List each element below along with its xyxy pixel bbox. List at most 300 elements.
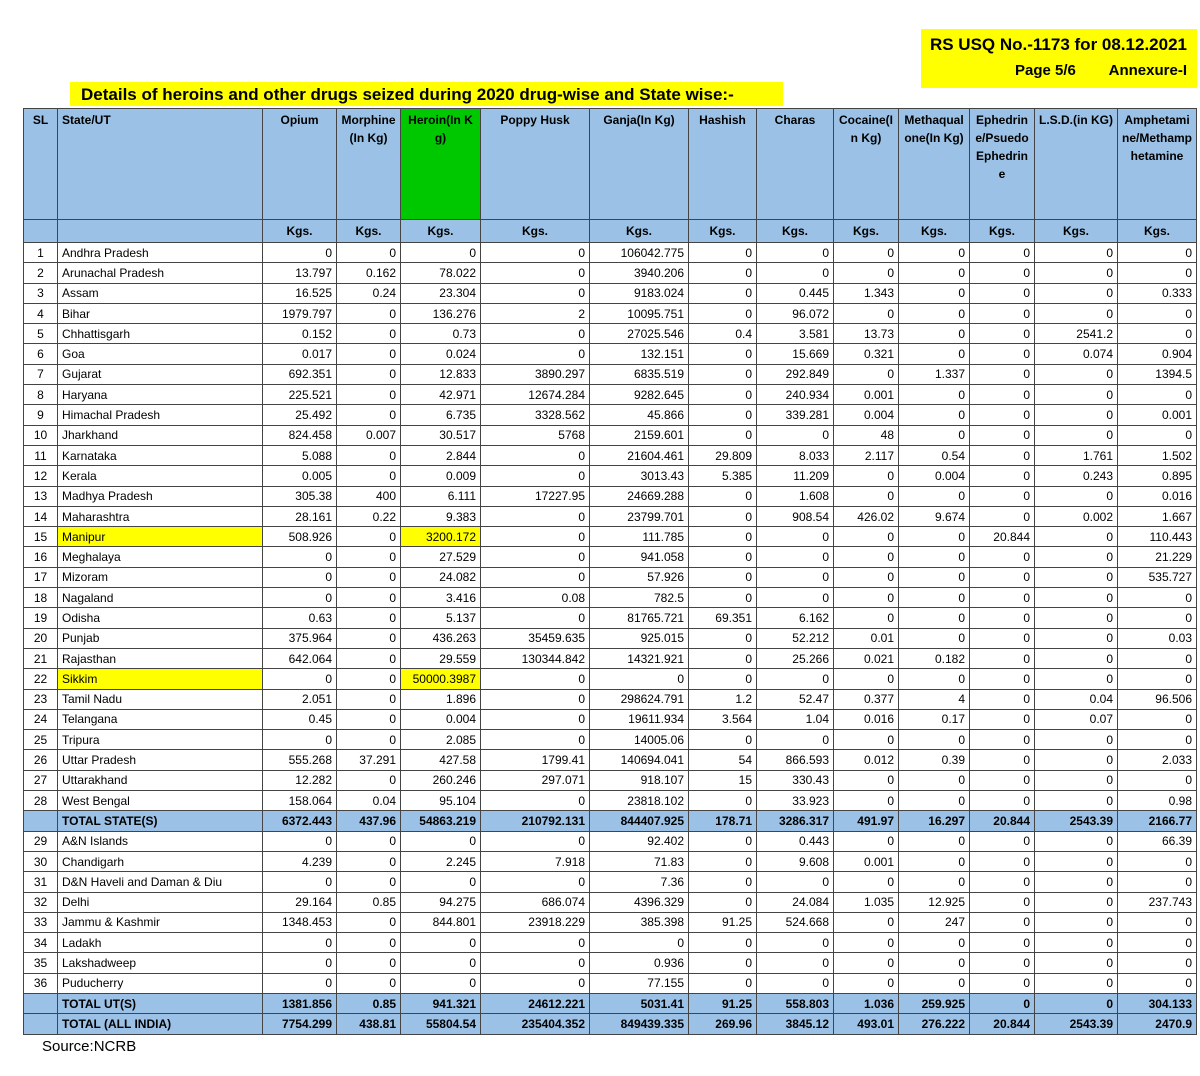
value-cell: 0 [481, 243, 590, 263]
value-cell: 1.896 [401, 689, 481, 709]
value-cell: 0 [1035, 628, 1118, 648]
value-cell: 0 [757, 669, 834, 689]
table-row [24, 730, 1197, 750]
state-name-cell: Rajasthan [58, 648, 263, 668]
value-cell: 25.492 [263, 405, 337, 425]
value-cell: 0 [970, 770, 1035, 790]
value-cell: 6.735 [401, 405, 481, 425]
value-cell: 0 [899, 486, 970, 506]
column-header: Poppy Husk [481, 109, 590, 220]
value-cell: 0 [689, 405, 757, 425]
value-cell: 0 [481, 791, 590, 811]
value-cell: 52.47 [757, 689, 834, 709]
value-cell: 330.43 [757, 770, 834, 790]
value-cell: 158.064 [263, 791, 337, 811]
value-cell: 5.137 [401, 608, 481, 628]
value-cell: 0 [1035, 608, 1118, 628]
value-cell: 0 [337, 872, 401, 892]
value-cell: 0 [970, 364, 1035, 384]
value-cell: 0.895 [1118, 466, 1197, 486]
value-cell: 0 [337, 689, 401, 709]
value-cell: 0 [481, 831, 590, 851]
value-cell: 0 [834, 303, 899, 323]
value-cell: 0.004 [834, 405, 899, 425]
value-cell: 3940.206 [590, 263, 689, 283]
value-cell: 0.004 [401, 709, 481, 729]
value-cell: 508.926 [263, 527, 337, 547]
state-name-cell: Chandigarh [58, 851, 263, 871]
value-cell: 0 [970, 933, 1035, 953]
table-row [24, 628, 1197, 648]
value-cell: 0 [481, 547, 590, 567]
value-cell: 0 [757, 547, 834, 567]
serial-cell: 7 [24, 364, 58, 384]
value-cell: 0 [689, 648, 757, 668]
table-row [24, 608, 1197, 628]
value-cell: 0 [263, 567, 337, 587]
value-cell: 686.074 [481, 892, 590, 912]
value-cell: 1799.41 [481, 750, 590, 770]
value-cell: 12674.284 [481, 385, 590, 405]
table-row [24, 567, 1197, 587]
value-cell: 0 [970, 486, 1035, 506]
value-cell: 21.229 [1118, 547, 1197, 567]
value-cell: 0 [757, 567, 834, 587]
value-cell: 0 [834, 486, 899, 506]
value-cell: 0 [337, 547, 401, 567]
value-cell: 0 [1035, 892, 1118, 912]
value-cell: 0 [757, 527, 834, 547]
value-cell: 0 [834, 791, 899, 811]
value-cell: 0 [263, 588, 337, 608]
value-cell: 0 [1035, 364, 1118, 384]
table-row [24, 709, 1197, 729]
serial-cell: 26 [24, 750, 58, 770]
value-cell: 0 [263, 243, 337, 263]
value-cell: 0.08 [481, 588, 590, 608]
value-cell: 0.45 [263, 709, 337, 729]
serial-cell: 31 [24, 872, 58, 892]
value-cell: 45.866 [590, 405, 689, 425]
serial-cell: 29 [24, 831, 58, 851]
value-cell: 437.96 [337, 811, 401, 831]
page-number: Page 5/6 [1014, 62, 1076, 79]
value-cell: 0 [689, 831, 757, 851]
value-cell: 426.02 [834, 506, 899, 526]
value-cell: 0.54 [899, 445, 970, 465]
value-cell: 0 [1035, 303, 1118, 323]
annexure-label: Annexure-I [1108, 62, 1187, 79]
value-cell: 0 [1035, 385, 1118, 405]
state-name-cell: TOTAL (ALL INDIA) [58, 1014, 263, 1034]
value-cell: 13.797 [263, 263, 337, 283]
column-header: Ephedrine/Psuedo Ephedrine [970, 109, 1035, 220]
value-cell: 15.669 [757, 344, 834, 364]
state-name-cell: Chhattisgarh [58, 324, 263, 344]
value-cell: 57.926 [590, 567, 689, 587]
state-name-cell: TOTAL STATE(S) [58, 811, 263, 831]
value-cell: 0.016 [1118, 486, 1197, 506]
unit-cell: Kgs. [1035, 220, 1118, 243]
serial-cell: 13 [24, 486, 58, 506]
table-row [24, 831, 1197, 851]
reference-box [921, 29, 1197, 88]
table-row [24, 953, 1197, 973]
column-header: Charas [757, 109, 834, 220]
state-name-cell: West Bengal [58, 791, 263, 811]
value-cell: 0 [1118, 385, 1197, 405]
value-cell: 0.017 [263, 344, 337, 364]
value-cell: 0 [1035, 993, 1118, 1013]
value-cell: 0 [834, 567, 899, 587]
value-cell: 2166.77 [1118, 811, 1197, 831]
table-row [24, 770, 1197, 790]
table-row [24, 750, 1197, 770]
value-cell: 0 [263, 973, 337, 993]
value-cell: 0 [689, 283, 757, 303]
value-cell: 20.844 [970, 1014, 1035, 1034]
value-cell: 2.085 [401, 730, 481, 750]
serial-cell: 9 [24, 405, 58, 425]
value-cell: 427.58 [401, 750, 481, 770]
value-cell: 0.01 [834, 628, 899, 648]
value-cell: 2.051 [263, 689, 337, 709]
value-cell: 0 [834, 243, 899, 263]
value-cell: 30.517 [401, 425, 481, 445]
value-cell: 6835.519 [590, 364, 689, 384]
value-cell: 0 [1035, 283, 1118, 303]
serial-cell: 17 [24, 567, 58, 587]
value-cell: 0 [1118, 973, 1197, 993]
value-cell: 0 [1118, 770, 1197, 790]
table-row [24, 872, 1197, 892]
value-cell: 7.918 [481, 851, 590, 871]
value-cell: 0 [1035, 770, 1118, 790]
value-cell: 0 [970, 588, 1035, 608]
serial-cell: 30 [24, 851, 58, 871]
value-cell: 0 [834, 466, 899, 486]
value-cell: 1.337 [899, 364, 970, 384]
serial-cell: 24 [24, 709, 58, 729]
value-cell: 17227.95 [481, 486, 590, 506]
state-name-cell: Odisha [58, 608, 263, 628]
value-cell: 0 [1118, 243, 1197, 263]
value-cell: 0 [689, 588, 757, 608]
table-row [24, 344, 1197, 364]
value-cell: 0 [970, 466, 1035, 486]
value-cell: 0 [263, 831, 337, 851]
state-name-cell: Telangana [58, 709, 263, 729]
value-cell: 0 [834, 912, 899, 932]
value-cell: 71.83 [590, 851, 689, 871]
value-cell: 844.801 [401, 912, 481, 932]
value-cell: 78.022 [401, 263, 481, 283]
value-cell: 0 [1035, 730, 1118, 750]
value-cell: 0.016 [834, 709, 899, 729]
value-cell: 0 [481, 324, 590, 344]
table-row [24, 547, 1197, 567]
value-cell: 3286.317 [757, 811, 834, 831]
table-row [24, 669, 1197, 689]
column-header: SL [24, 109, 58, 220]
value-cell: 524.668 [757, 912, 834, 932]
value-cell: 0 [263, 872, 337, 892]
value-cell: 2.117 [834, 445, 899, 465]
value-cell: 0 [1118, 872, 1197, 892]
state-name-cell: Ladakh [58, 933, 263, 953]
value-cell: 0 [970, 973, 1035, 993]
value-cell: 925.015 [590, 628, 689, 648]
serial-cell: 25 [24, 730, 58, 750]
value-cell: 0 [337, 933, 401, 953]
value-cell: 6.111 [401, 486, 481, 506]
value-cell: 14005.06 [590, 730, 689, 750]
value-cell: 385.398 [590, 912, 689, 932]
table-row [24, 303, 1197, 323]
serial-cell: 6 [24, 344, 58, 364]
value-cell: 33.923 [757, 791, 834, 811]
value-cell: 0 [834, 547, 899, 567]
serial-cell: 28 [24, 791, 58, 811]
state-name-cell: Lakshadweep [58, 953, 263, 973]
value-cell: 0 [337, 851, 401, 871]
column-header: L.S.D.(in KG) [1035, 109, 1118, 220]
value-cell: 292.849 [757, 364, 834, 384]
value-cell: 0 [1035, 425, 1118, 445]
value-cell: 0.39 [899, 750, 970, 770]
value-cell: 0 [337, 567, 401, 587]
state-name-cell: Arunachal Pradesh [58, 263, 263, 283]
value-cell: 0 [970, 324, 1035, 344]
value-cell: 0 [1035, 933, 1118, 953]
table-row [24, 486, 1197, 506]
column-header: Hashish [689, 109, 757, 220]
value-cell: 0.002 [1035, 506, 1118, 526]
value-cell: 535.727 [1118, 567, 1197, 587]
state-name-cell: Maharashtra [58, 506, 263, 526]
state-name-cell: Assam [58, 283, 263, 303]
value-cell: 0 [689, 567, 757, 587]
value-cell: 0 [337, 527, 401, 547]
value-cell: 130344.842 [481, 648, 590, 668]
value-cell: 0 [689, 344, 757, 364]
value-cell: 54863.219 [401, 811, 481, 831]
table-row [24, 283, 1197, 303]
value-cell: 0.73 [401, 324, 481, 344]
value-cell: 0 [263, 953, 337, 973]
value-cell: 0 [1118, 851, 1197, 871]
value-cell: 0.85 [337, 993, 401, 1013]
value-cell: 0.63 [263, 608, 337, 628]
serial-cell: 8 [24, 385, 58, 405]
value-cell: 0 [263, 669, 337, 689]
value-cell: 24612.221 [481, 993, 590, 1013]
value-cell: 0 [337, 344, 401, 364]
value-cell: 35459.635 [481, 628, 590, 648]
value-cell: 0 [689, 547, 757, 567]
value-cell: 0 [481, 973, 590, 993]
value-cell: 178.71 [689, 811, 757, 831]
state-name-cell: Mizoram [58, 567, 263, 587]
value-cell: 48 [834, 425, 899, 445]
value-cell: 0 [1118, 588, 1197, 608]
value-cell: 558.803 [757, 993, 834, 1013]
value-cell: 0 [899, 669, 970, 689]
value-cell: 54 [689, 750, 757, 770]
value-cell: 0 [899, 608, 970, 628]
value-cell: 24.082 [401, 567, 481, 587]
value-cell: 0 [899, 872, 970, 892]
value-cell: 111.785 [590, 527, 689, 547]
serial-cell: 21 [24, 648, 58, 668]
unit-cell: Kgs. [834, 220, 899, 243]
value-cell: 0 [834, 933, 899, 953]
value-cell: 0 [970, 283, 1035, 303]
value-cell: 0 [899, 851, 970, 871]
serial-cell: 5 [24, 324, 58, 344]
value-cell: 260.246 [401, 770, 481, 790]
column-header: Opium [263, 109, 337, 220]
value-cell: 0 [337, 364, 401, 384]
table-row [24, 648, 1197, 668]
value-cell: 0 [689, 486, 757, 506]
value-cell: 2.245 [401, 851, 481, 871]
value-cell: 0.152 [263, 324, 337, 344]
value-cell: 0 [337, 912, 401, 932]
value-cell: 5031.41 [590, 993, 689, 1013]
value-cell: 0 [401, 933, 481, 953]
value-cell: 1.343 [834, 283, 899, 303]
value-cell: 0 [757, 872, 834, 892]
table-row [24, 851, 1197, 871]
unit-cell: Kgs. [757, 220, 834, 243]
value-cell: 0 [899, 547, 970, 567]
state-name-cell: TOTAL UT(S) [58, 993, 263, 1013]
value-cell: 1.608 [757, 486, 834, 506]
state-name-cell: Tamil Nadu [58, 689, 263, 709]
value-cell: 0 [481, 730, 590, 750]
value-cell: 0 [337, 466, 401, 486]
serial-cell: 4 [24, 303, 58, 323]
value-cell: 0 [834, 608, 899, 628]
state-name-cell: Meghalaya [58, 547, 263, 567]
value-cell: 0 [481, 689, 590, 709]
value-cell: 1348.453 [263, 912, 337, 932]
value-cell: 0 [481, 669, 590, 689]
serial-cell: 32 [24, 892, 58, 912]
value-cell: 27.529 [401, 547, 481, 567]
title-banner [70, 82, 783, 106]
value-cell: 91.25 [689, 993, 757, 1013]
value-cell: 0.24 [337, 283, 401, 303]
value-cell: 0 [970, 608, 1035, 628]
value-cell: 0 [970, 872, 1035, 892]
value-cell: 849439.335 [590, 1014, 689, 1034]
state-name-cell: Uttarakhand [58, 770, 263, 790]
value-cell: 0 [970, 791, 1035, 811]
total-row [24, 811, 1197, 831]
value-cell: 140694.041 [590, 750, 689, 770]
value-cell: 2.033 [1118, 750, 1197, 770]
value-cell: 8.033 [757, 445, 834, 465]
value-cell: 0 [689, 243, 757, 263]
serial-cell: 18 [24, 588, 58, 608]
value-cell: 0 [899, 425, 970, 445]
value-cell: 24.084 [757, 892, 834, 912]
value-cell: 0 [1035, 588, 1118, 608]
value-cell: 132.151 [590, 344, 689, 364]
value-cell: 0 [899, 344, 970, 364]
value-cell: 13.73 [834, 324, 899, 344]
value-cell: 11.209 [757, 466, 834, 486]
value-cell: 375.964 [263, 628, 337, 648]
page-title: Details of heroins and other drugs seized during 2020 drug-wise and State wise:- [81, 85, 734, 104]
value-cell: 0 [689, 669, 757, 689]
value-cell: 0 [899, 973, 970, 993]
value-cell: 0 [970, 953, 1035, 973]
value-cell: 0.005 [263, 466, 337, 486]
value-cell: 866.593 [757, 750, 834, 770]
value-cell: 0 [481, 344, 590, 364]
value-cell: 29.164 [263, 892, 337, 912]
table-row [24, 527, 1197, 547]
value-cell: 1.035 [834, 892, 899, 912]
value-cell: 0 [481, 527, 590, 547]
value-cell: 0 [899, 385, 970, 405]
unit-cell: Kgs. [263, 220, 337, 243]
value-cell: 0 [757, 243, 834, 263]
value-cell: 0 [337, 648, 401, 668]
value-cell: 0 [970, 344, 1035, 364]
value-cell: 0 [757, 588, 834, 608]
value-cell: 2470.9 [1118, 1014, 1197, 1034]
serial-cell: 33 [24, 912, 58, 932]
value-cell: 2159.601 [590, 425, 689, 445]
value-cell: 0 [1118, 324, 1197, 344]
value-cell: 69.351 [689, 608, 757, 628]
state-name-cell: Puducherry [58, 973, 263, 993]
state-name-cell: Nagaland [58, 588, 263, 608]
value-cell: 42.971 [401, 385, 481, 405]
value-cell: 9.674 [899, 506, 970, 526]
value-cell: 5.385 [689, 466, 757, 486]
value-cell: 210792.131 [481, 811, 590, 831]
value-cell: 0.22 [337, 506, 401, 526]
table-row [24, 324, 1197, 344]
value-cell: 0 [834, 669, 899, 689]
state-name-cell: Jharkhand [58, 425, 263, 445]
value-cell: 0 [689, 872, 757, 892]
value-cell: 7.36 [590, 872, 689, 892]
value-cell: 0 [689, 425, 757, 445]
value-cell: 0 [970, 405, 1035, 425]
value-cell: 96.072 [757, 303, 834, 323]
column-header: Morphine (In Kg) [337, 109, 401, 220]
state-name-cell: Bihar [58, 303, 263, 323]
value-cell: 0 [1118, 263, 1197, 283]
value-cell: 106042.775 [590, 243, 689, 263]
value-cell: 0 [1035, 750, 1118, 770]
table-row [24, 445, 1197, 465]
value-cell: 0 [481, 709, 590, 729]
value-cell: 0 [1118, 608, 1197, 628]
value-cell: 0 [337, 628, 401, 648]
state-name-cell: A&N Islands [58, 831, 263, 851]
value-cell: 844407.925 [590, 811, 689, 831]
value-cell: 0 [970, 243, 1035, 263]
column-header: State/UT [58, 109, 263, 220]
value-cell: 642.064 [263, 648, 337, 668]
